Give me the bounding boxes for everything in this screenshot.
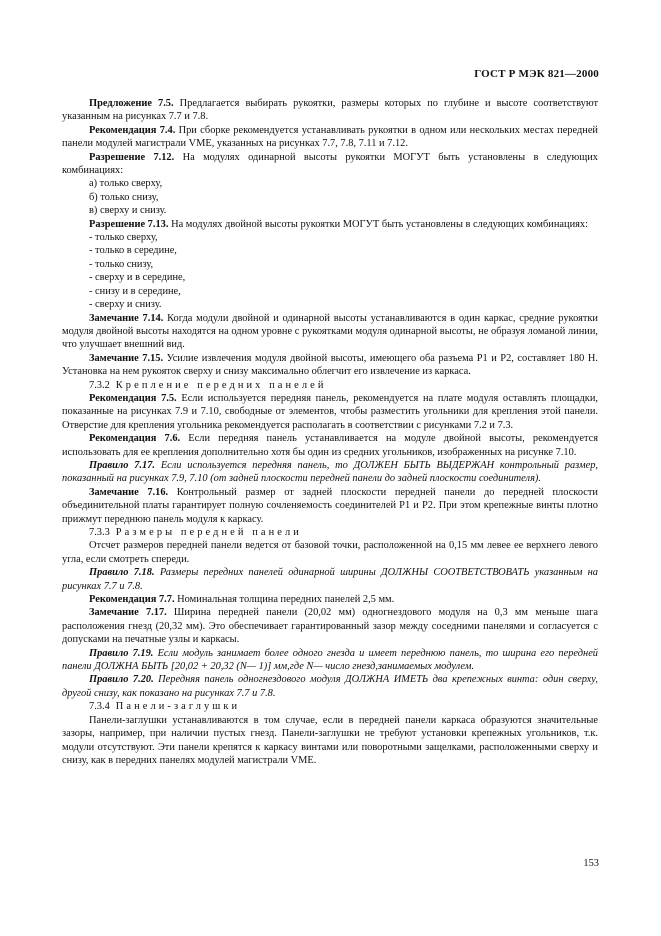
list-item: - только снизу,	[89, 258, 154, 270]
section-number: 7.3.4	[89, 701, 110, 713]
clause-label: Замечание 7.16.	[89, 486, 169, 498]
running-header: ГОСТ Р МЭК 821—2000	[474, 68, 599, 80]
clause-label: Правило 7.17.	[89, 459, 156, 471]
paragraph	[62, 352, 598, 379]
section-number: 7.3.2	[89, 379, 110, 391]
paragraph: Панели-заглушки устанавливаются в том случае, если в передней панели каркаса образуются значительные зазоры, например, при наличии пустых гнезд. Панели-заглушки не требуют установки крепежных угольников, т.к. модули отсутствуют. Эти панели крепятся к каркасу винтами или поворотными защелками, расположенными сверху и снизу, как в передних панелях модулей магистрали VME.	[62, 714, 598, 766]
paragraph	[62, 432, 598, 459]
paragraph	[62, 124, 598, 151]
document-body	[62, 97, 598, 767]
clause-text: На модулях двойной высоты рукоятки МОГУТ быть установлены в следующих комбинациях:	[168, 218, 589, 230]
section-heading	[89, 700, 598, 713]
rule-paragraph	[62, 566, 598, 593]
list-item: - сверху и в середине,	[89, 272, 186, 284]
clause-text: Передняя панель одногнездового модуля ДОЛЖНА ИМЕТЬ два крепежных винта: один сверху, другой снизу, как показано на рисунках 7.7 и 7.8.	[62, 674, 598, 699]
paragraph	[62, 97, 598, 124]
list-item: - снизу и в середине,	[89, 285, 181, 297]
clause-text: Если используется передняя панель, то ДОЛЖЕН БЫТЬ ВЫДЕРЖАН контрольный размер, показанный на рисунках 7.9, 7.10 (от задней плоскости передней панели до задней плоскости соединителя).	[62, 459, 598, 485]
clause-label: Разрешение 7.12.	[89, 151, 175, 163]
section-title: Крепление передних панелей	[115, 379, 327, 391]
clause-label: Замечание 7.15.	[89, 352, 164, 364]
paragraph	[62, 218, 598, 231]
clause-text: Когда модули двойной и одинарной высоты устанавливаются в один каркас, средние рукоятки модуля двойной высоты находятся на одном уровне с рукоятками модуля одинарной высоты, не образуя ломаной линии, что улучшает внешний вид.	[62, 312, 598, 351]
list-item: б) только снизу,	[89, 191, 159, 203]
section-number: 7.3.3	[89, 527, 110, 538]
list-item: - только в середине,	[89, 245, 177, 257]
clause-label: Разрешение 7.13.	[89, 218, 169, 230]
page-number: 153	[583, 858, 599, 869]
clause-text: Если передняя панель устанавливается на модуле двойной высоты, рекомендуется использовать для ее крепления дополнительно хотя бы один из средних угольников, изображенных на рисунке 7.10.	[62, 433, 598, 458]
section-title: Панели-заглушки	[115, 701, 241, 713]
clause-label: Рекомендация 7.6.	[89, 433, 181, 445]
rule-paragraph	[62, 673, 598, 700]
list-item: - только сверху,	[89, 232, 158, 244]
section-heading	[89, 379, 598, 392]
paragraph	[62, 593, 598, 606]
clause-text: Если используется передняя панель, рекомендуется на плате модуля оставлять площадки, показанные на рисунках 7.9 и 7.10, свободные от элементов, чтобы разместить угольники для крепления этой панели. Отверстие для крепления угольника рекомендуется располагать в соответствии с рисунками 7.2 и 7.3.	[62, 392, 599, 431]
clause-text: Размеры передних панелей одинарной ширины ДОЛЖНЫ СООТВЕТСТВОВАТЬ указанным на рисунках 7.7 и 7.8.	[62, 567, 598, 592]
clause-text: Ширина передней панели (20,02 мм) одногнездового модуля на 0,3 мм меньше шага расположения гнезд (20,32 мм). Это обеспечивает гарантированный зазор между соседними панелями и согласуется с допусками на печатные узлы и каркасы.	[62, 607, 598, 646]
clause-label: Замечание 7.17.	[89, 607, 167, 619]
clause-label: Правило 7.20.	[89, 674, 154, 686]
list-item: в) сверху и снизу.	[89, 205, 167, 217]
section-title: Размеры передней панели	[115, 527, 302, 538]
clause-label: Правило 7.18.	[89, 567, 155, 579]
clause-text: Номинальная толщина передних панелей 2,5 мм.	[174, 594, 395, 606]
clause-text: При сборке рекомендуется устанавливать рукоятки в одном или нескольких местах передней панели модулей магистрали VME, указанных на рисунках 7.7, 7.8, 7.11 и 7.12.	[62, 124, 598, 150]
clause-label: Предложение 7.5.	[89, 98, 174, 109]
paragraph	[62, 151, 598, 178]
clause-text: Контрольный размер от задней плоскости передней панели до передней плоскости объединительной платы гарантирует полную сочленяемость соединителей Р1 и Р2. При этом крепежные винты плотно прижмут переднюю панель модуля к каркасу.	[62, 486, 598, 525]
clause-text: Если модуль занимает более одного гнезда и имеет переднюю панель, то ширина его передней панели ДОЛЖНА БЫТЬ [20,02 + 20,32 (N— 1)] мм,где N— число гнезд,занимаемых модулем.	[62, 647, 598, 673]
clause-label: Рекомендация 7.7.	[89, 594, 175, 606]
rule-paragraph	[62, 459, 598, 486]
paragraph	[62, 312, 598, 352]
clause-label: Замечание 7.14.	[89, 312, 164, 324]
section-heading	[89, 526, 598, 539]
paragraph: Отсчет размеров передней панели ведется от базовой точки, расположенной на 0,15 мм левее ее верхнего левого угла, если смотреть спереди.	[62, 540, 598, 565]
clause-text: Предлагается выбирать рукоятки, размеры которых по глубине и высоте соответствуют указанным на рисунках 7.7 и 7.8.	[62, 98, 598, 123]
paragraph	[62, 486, 598, 526]
paragraph	[62, 392, 598, 432]
rule-paragraph	[62, 647, 598, 674]
clause-text: Усилие извлечения модуля двойной высоты, имеющего оба разъема Р1 и Р2, составляет 180 Н. Установка на нем рукояток сверху и снизу максимально облегчит его извлечение из каркаса.	[62, 352, 598, 378]
list-item: а) только сверху,	[89, 178, 163, 190]
list-item: - сверху и снизу.	[89, 299, 162, 311]
clause-text: На модулях одинарной высоты рукоятки МОГУТ быть установлены в следующих комбинациях:	[62, 151, 598, 177]
clause-label: Рекомендация 7.5.	[89, 392, 177, 404]
clause-label: Правило 7.19.	[89, 647, 154, 659]
clause-label: Рекомендация 7.4.	[89, 124, 176, 136]
paragraph	[62, 606, 598, 646]
